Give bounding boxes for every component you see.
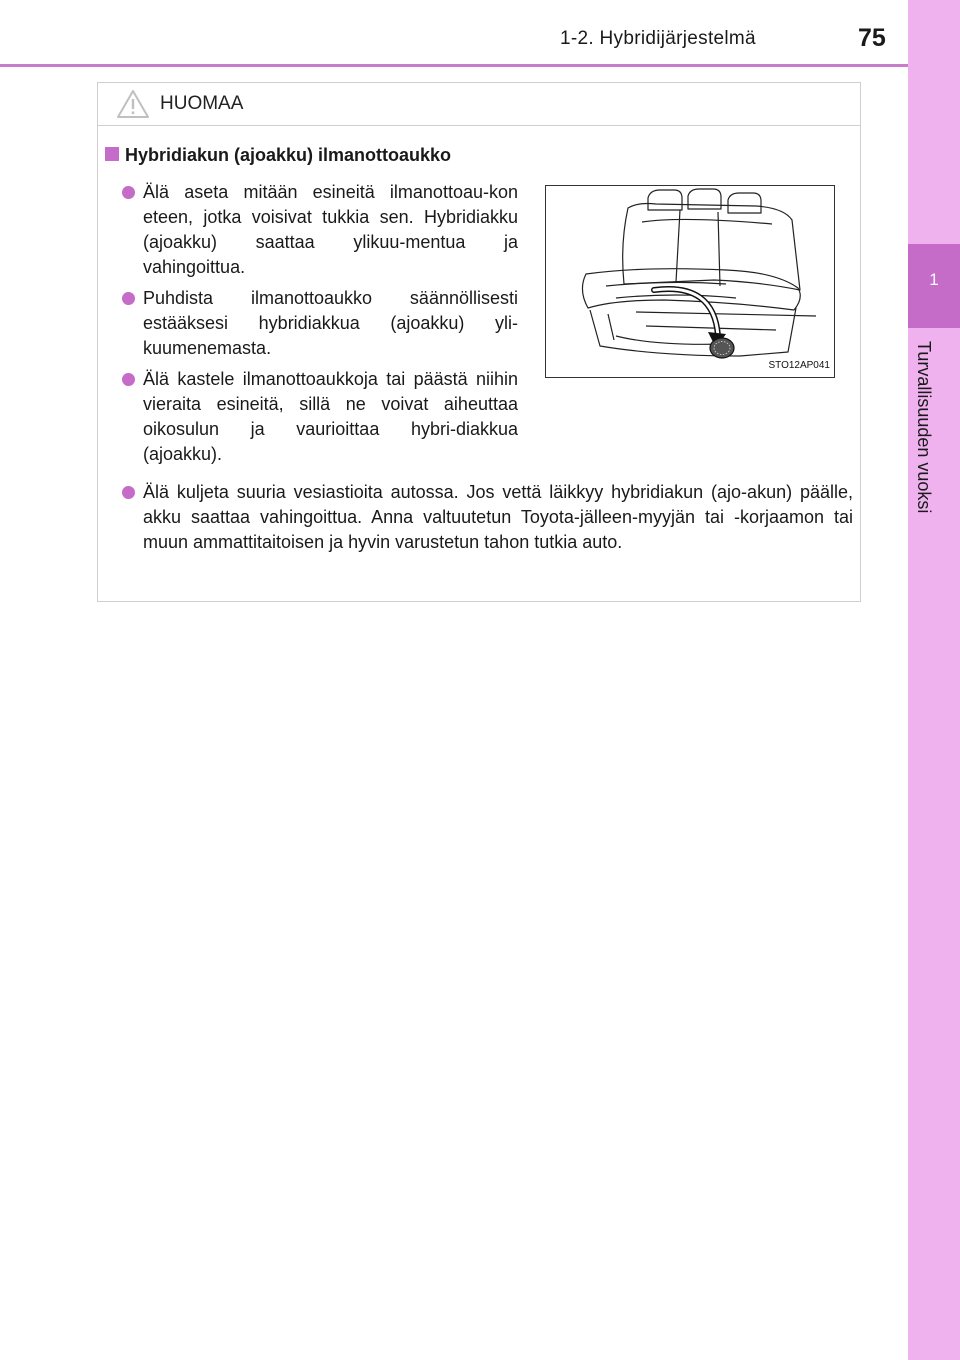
warning-triangle-icon	[116, 89, 150, 119]
chapter-side-tab	[908, 0, 960, 1360]
figure-rear-seat	[545, 185, 835, 378]
bullet-text: Älä kastele ilmanottoaukkoja tai päästä niihin vieraita esineitä, sillä ne voivat aiheuttaa oikosulun ja vaurioittaa hybri-diakkua (ajoakku).	[143, 369, 518, 464]
bullet-dot-icon	[122, 373, 135, 386]
bullet-dot-icon	[122, 186, 135, 199]
chapter-number: 1	[929, 270, 939, 289]
bullet-text: Älä aseta mitään esineitä ilmanottoau-kon eteen, jotka voisivat tukkia sen. Hybridiakku (ajoakku) saattaa ylikuu-mentua ja vahingoittua.	[143, 182, 518, 277]
notice-title: HUOMAA	[160, 93, 244, 114]
chapter-title: Turvallisuuden vuoksi	[914, 341, 934, 514]
bullet-text: Älä kuljeta suuria vesiastioita autossa. Jos vettä läikkyy hybridiakun (ajo-akun) päälle, akku saattaa vahingoittua. Anna valtuutetun Toyota-jälleen-myyjän tai -korjaamon tai muun ammattitaitoisen ja hyvin varustetun tahon tutkia auto.	[143, 482, 853, 552]
section-heading-text: Hybridiakun (ajoakku) ilmanottoaukko	[125, 145, 452, 165]
page-number: 75	[858, 24, 886, 52]
bullet-text: Puhdista ilmanottoaukko säännöllisesti estääksesi hybridiakkua (ajoakku) yli-kuumenemasta.	[143, 288, 518, 358]
square-bullet-icon	[105, 147, 119, 161]
bullet-item	[143, 367, 518, 467]
bullet-dot-icon	[122, 486, 135, 499]
figure-code: STO12AP041	[768, 360, 830, 371]
bullet-item	[143, 286, 518, 361]
header-divider	[0, 64, 908, 67]
notice-header	[98, 83, 860, 126]
rear-seat-air-intake-illustration	[546, 186, 834, 377]
bullet-item	[143, 480, 853, 555]
section-title: 1-2. Hybridijärjestelmä	[560, 28, 756, 49]
section-heading	[105, 145, 451, 166]
bullet-dot-icon	[122, 292, 135, 305]
bullet-item	[143, 180, 518, 280]
